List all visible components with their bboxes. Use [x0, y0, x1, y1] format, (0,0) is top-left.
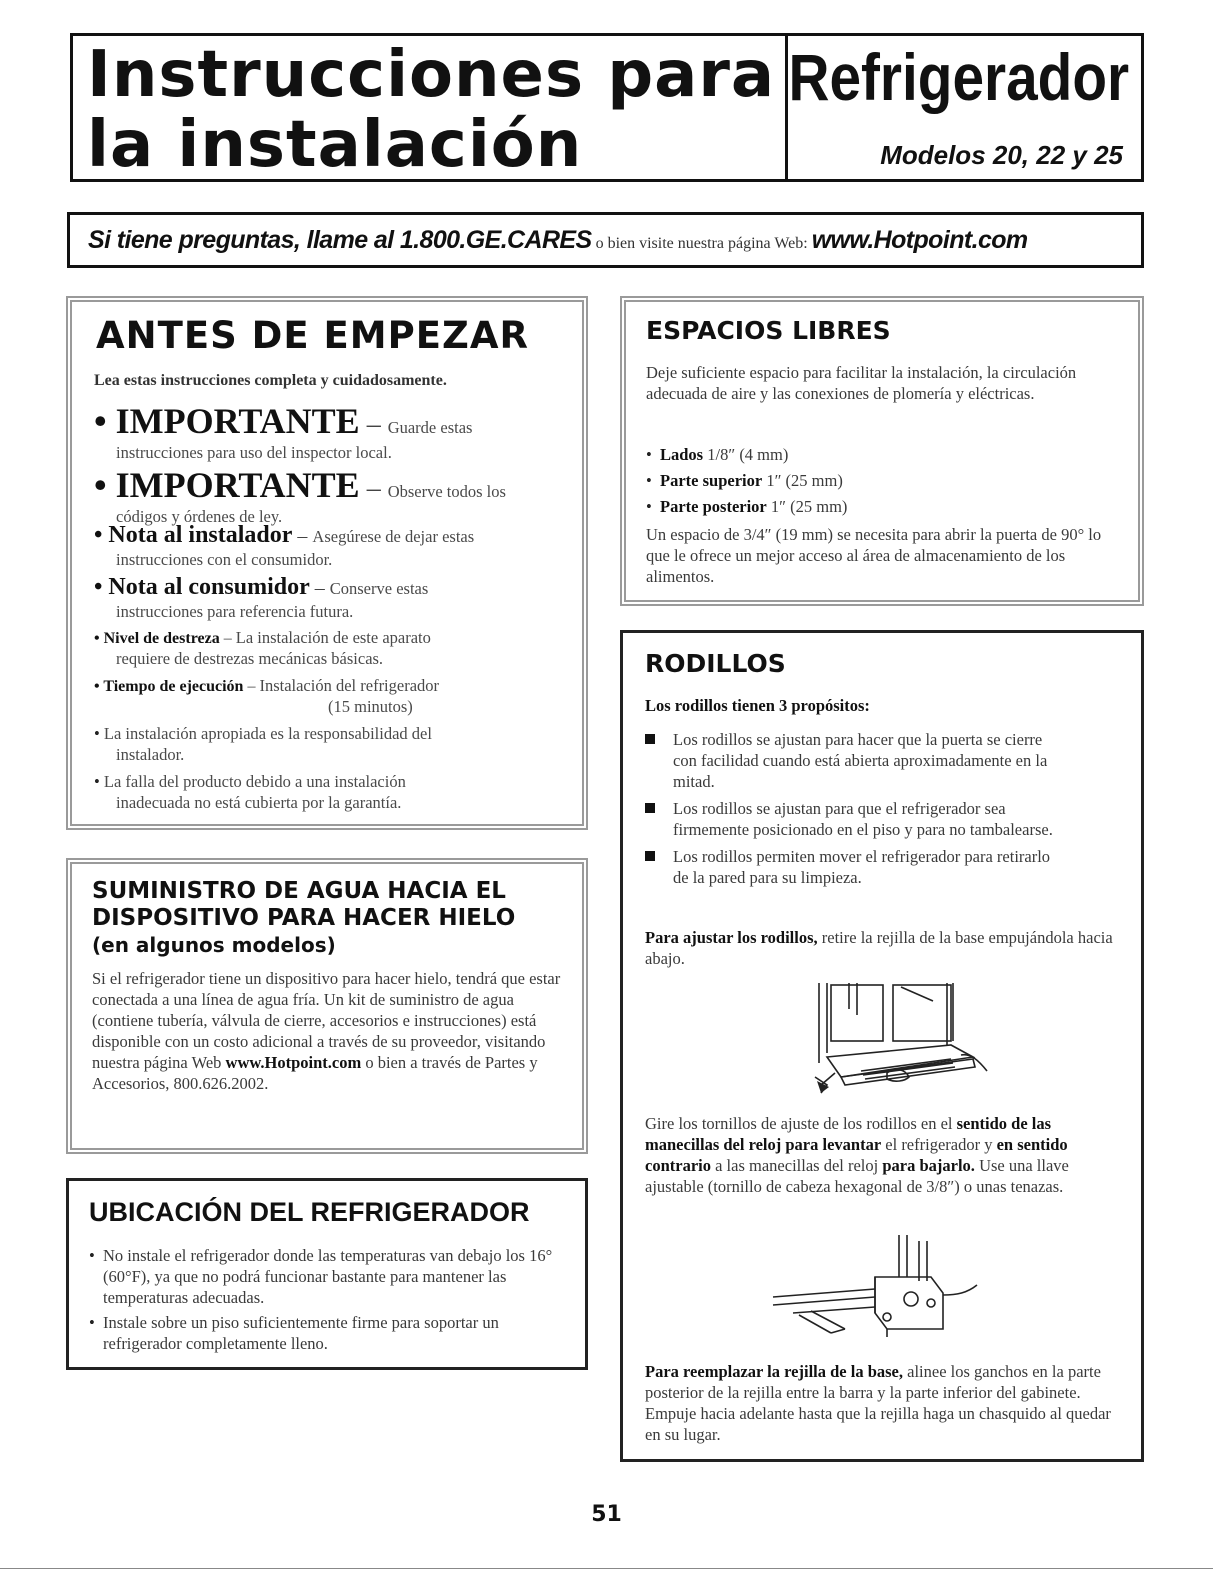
replace-lead: Para reemplazar la rejilla de la base,	[645, 1362, 903, 1381]
item-text-cont: requiere de destrezas mecánicas básicas.	[116, 649, 384, 668]
section-title: UBICACIÓN DEL REFRIGERADOR	[89, 1197, 530, 1227]
item-dash: –	[359, 409, 388, 440]
body-text: Gire los tornillos de ajuste de los rodillos en el	[645, 1114, 957, 1133]
clearance-list	[646, 442, 1124, 520]
clearance-top	[646, 468, 1124, 494]
list-item: Los rodillos se ajustan para hacer que la puerta se cierre con facilidad cuando está abierta aproximadamente en la mitad.	[645, 729, 1065, 792]
section-clearances	[620, 296, 1144, 606]
adjust-instructions	[645, 927, 1115, 969]
product-box	[786, 33, 1144, 182]
turn-screws-instructions	[645, 1113, 1125, 1197]
item-text: La instalación apropiada es la responsabilidad del	[103, 724, 432, 743]
clearance-back	[646, 494, 1124, 520]
document-title-line-1: Instrucciones para	[87, 38, 776, 112]
contact-bar	[67, 212, 1144, 268]
models-label: Modelos 20, 22 y 25	[880, 140, 1123, 170]
section-subtitle: (en algunos modelos)	[92, 933, 336, 957]
door-clearance-note: Un espacio de 3/4″ (19 mm) se necesita para abrir la puerta de 90° lo que le ofrece un mejor acceso al área de almacenamiento de los alimentos.	[646, 525, 1102, 586]
item-text: Asegúrese de dejar estas	[312, 527, 475, 546]
item-lead: Nota al consumidor	[108, 574, 310, 600]
item-text-cont: inadecuada no está cubierta por la garantía.	[116, 793, 402, 812]
clearance-sides	[646, 442, 1124, 468]
adjust-lead: Para ajustar los rodillos,	[645, 928, 818, 947]
time-item: • Tiempo de ejecución – Instalación del refrigerador (15 minutos)	[94, 676, 440, 716]
item-text-cont: (15 minutos)	[328, 697, 413, 716]
item-text-cont: instrucciones con el consumidor.	[116, 550, 333, 569]
section-title: ESPACIOS LIBRES	[646, 316, 891, 345]
location-list	[89, 1245, 559, 1354]
item-value: 1″ (25 mm)	[762, 471, 843, 490]
page-number: 51	[591, 1502, 622, 1527]
list-item: • La falla del producto debido a una instalación inadecuada no está cubierta por la garantía.	[94, 772, 406, 812]
emphasis-text: sentido de las manecillas del reloj para levantar	[645, 1114, 1052, 1154]
item-lead: Tiempo de ejecución	[103, 678, 244, 695]
item-dash: –	[243, 678, 260, 695]
item-value: 1″ (25 mm)	[766, 497, 848, 516]
product-name: Refrigerador	[788, 40, 1129, 114]
item-value: 1/8″ (4 mm)	[703, 445, 789, 464]
list-item: Los rodillos permiten mover el refrigerador para retirarlo de la pared para su limpieza.	[645, 846, 1065, 888]
note-item: • Nota al instalador – Asegúrese de dejar estas instrucciones con el consumidor.	[94, 522, 475, 569]
section-intro: Deje suficiente espacio para facilitar la instalación, la circulación adecuada de aire y las conexiones de plomería y eléctricas.	[646, 363, 1077, 403]
emphasis-text: en sentido contrario	[645, 1135, 1068, 1175]
item-text-cont: instrucciones para referencia futura.	[116, 602, 354, 621]
list-item: • La instalación apropiada es la responsabilidad del instalador.	[94, 724, 432, 764]
note-item: • Nota al consumidor – Conserve estas instrucciones para referencia futura.	[94, 574, 429, 621]
website-link[interactable]: www.Hotpoint.com	[225, 1053, 362, 1072]
item-dash: –	[309, 577, 330, 599]
website-link[interactable]: www.Hotpoint.com	[811, 226, 1028, 254]
section-body	[92, 968, 570, 1094]
item-text: Instalación del refrigerador	[259, 676, 440, 695]
item-text-cont: códigos y órdenes de ley.	[116, 507, 283, 526]
item-dash: –	[359, 473, 388, 504]
section-title	[92, 878, 515, 959]
important-item: • IMPORTANTE – Observe todos los códigos y órdenes de ley.	[94, 465, 506, 526]
list-item: • No instale el refrigerador donde las temperaturas van debajo los 16°(60°F), ya que no podrá funcionar bastante para mantener las temperaturas adecuadas.	[89, 1245, 559, 1308]
roller-screw-illustration	[771, 1233, 1001, 1343]
contact-connector: o bien visite nuestra página Web:	[591, 235, 812, 252]
item-dash: –	[219, 630, 236, 647]
section-intro: Los rodillos tienen 3 propósitos:	[645, 696, 870, 715]
body-text: Si el refrigerador tiene un dispositivo para hacer hielo, tendrá que estar conectada a una línea de agua fría. Un kit de suministro de agua (contiene tubería, válvula de cierre, accesorios e instrucciones) está disponible con un costo adicional a través de su proveedor, visitando nuestra página Web	[92, 969, 561, 1072]
replace-grille-instructions	[645, 1361, 1125, 1445]
item-text: La instalación de este aparato	[235, 628, 431, 647]
document-title	[87, 40, 775, 180]
section-intro: Lea estas instrucciones completa y cuidadosamente.	[94, 372, 447, 389]
item-text-cont: instrucciones para uso del inspector local.	[116, 443, 392, 462]
title-box	[70, 33, 788, 182]
important-item: • IMPORTANTE – Guarde estas instrucciones para uso del inspector local.	[94, 401, 473, 462]
item-lead: Nivel de destreza	[103, 630, 220, 647]
section-title: ANTES DE EMPEZAR	[96, 314, 529, 357]
section-before-you-begin	[66, 296, 588, 830]
item-label: Lados	[660, 445, 704, 464]
section-rollers	[620, 630, 1144, 1462]
body-text: Use una llave ajustable (tornillo de cabeza hexagonal de 3/8″) o unas tenazas.	[645, 1156, 1069, 1196]
item-label: Parte superior	[660, 471, 763, 490]
item-text: Observe todos los	[387, 482, 506, 501]
item-text: Guarde estas	[387, 418, 473, 437]
replace-text: alinee los ganchos en la parte posterior de la rejilla entre la barra y la parte inferior del gabinete. Empuje hacia adelante hasta que la rejilla haga un chasquido al quedar en su lugar.	[645, 1362, 1111, 1444]
item-lead: IMPORTANTE	[115, 401, 360, 441]
item-lead: IMPORTANTE	[115, 465, 360, 505]
section-title: RODILLOS	[645, 649, 786, 678]
item-text: Conserve estas	[329, 579, 429, 598]
document-title-line-2: la instalación	[87, 108, 583, 182]
roller-purposes-list	[645, 729, 1065, 891]
item-text: La falla del producto debido a una instalación	[103, 772, 406, 791]
skill-item: • Nivel de destreza – La instalación de este aparato requiere de destrezas mecánicas básicas.	[94, 628, 431, 668]
section-title-line-2: DISPOSITIVO PARA HACER HIELO	[92, 905, 516, 931]
item-label: Parte posterior	[660, 497, 767, 516]
body-text: a las manecillas del reloj	[710, 1156, 883, 1175]
section-title-line-1: SUMINISTRO DE AGUA HACIA EL	[92, 878, 506, 904]
body-text: el refrigerador y	[881, 1135, 997, 1154]
item-lead: Nota al instalador	[108, 522, 293, 548]
section-location	[66, 1178, 588, 1370]
base-grille-illustration	[801, 981, 991, 1099]
item-dash: –	[292, 525, 313, 547]
list-item: • Instale sobre un piso suficientemente firme para soportar un refrigerador completamente lleno.	[89, 1312, 559, 1354]
adjust-text: retire la rejilla de la base empujándola hacia abajo.	[645, 928, 1113, 968]
item-text-cont: instalador.	[116, 745, 185, 764]
bottom-divider	[0, 1568, 1213, 1569]
body-text: o bien a través de Partes y Accesorios, 800.626.2002.	[92, 1053, 538, 1093]
list-item: Los rodillos se ajustan para que el refrigerador sea firmemente posicionado en el piso y para no tambalearse.	[645, 798, 1065, 840]
contact-question: Si tiene preguntas, llame al 1.800.GE.CARES	[88, 226, 592, 254]
section-water-supply	[66, 858, 588, 1154]
emphasis-text: para bajarlo.	[882, 1156, 975, 1175]
